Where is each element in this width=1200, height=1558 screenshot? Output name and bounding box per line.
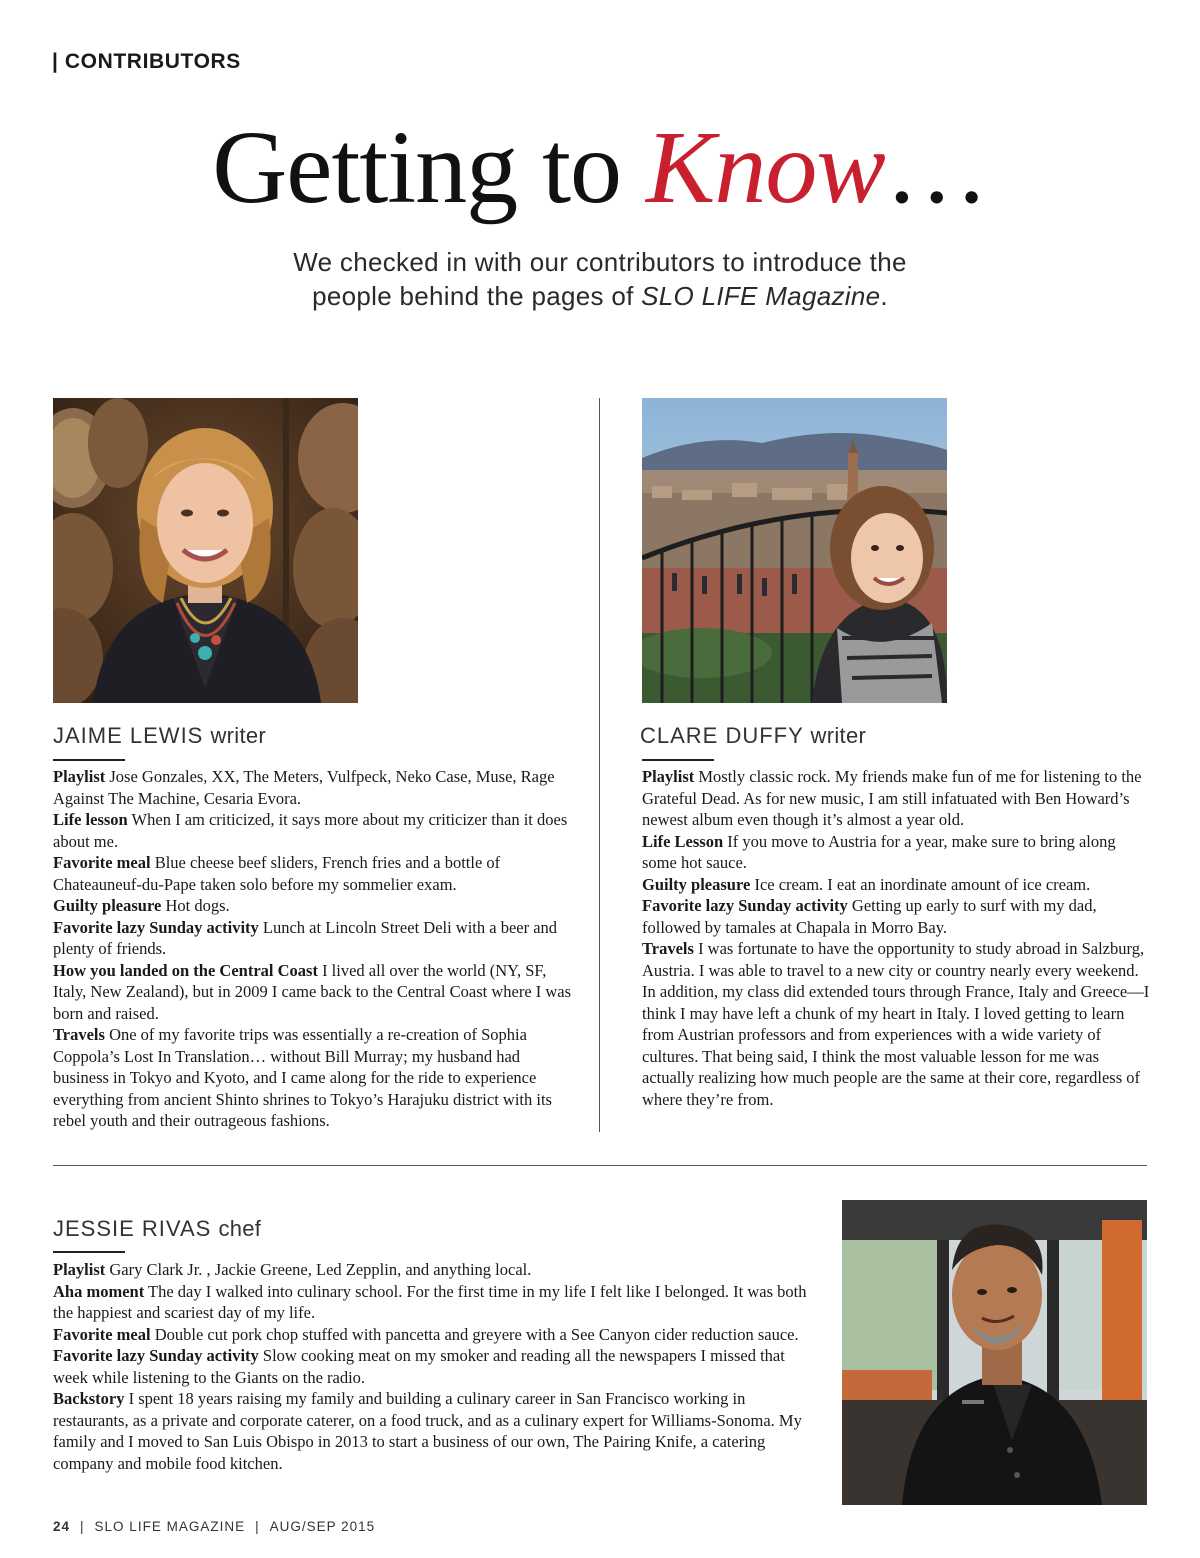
- bio-label: Guilty pleasure: [642, 874, 751, 894]
- contributor-name: JESSIE RIVAS: [53, 1216, 212, 1241]
- contributor-name: CLARE DUFFY: [640, 723, 804, 748]
- title-main: Getting to: [212, 110, 647, 225]
- bio-text: I lived all over the world (NY, SF, Italy, New Zealand), but in 2009 I came back to the Central Coast where I was born and raised.: [53, 960, 572, 1023]
- bio-label: Playlist: [53, 1260, 106, 1279]
- bio-text: Ice cream. I eat an inordinate amount of ice cream.: [754, 874, 1091, 894]
- bio-text: Lunch at Lincoln Street Deli with a beer and plenty of friends.: [53, 917, 558, 958]
- intro-line-1: We checked in with our contributors to introduce the: [293, 247, 907, 277]
- bio-text: Blue cheese beef sliders, French fries and a bottle of Chateauneuf-du-Pape taken solo before my sommelier exam.: [53, 853, 501, 894]
- bio-label: Playlist: [642, 767, 695, 786]
- bio-entry: [53, 1345, 813, 1388]
- bio-text: Getting up early to surf with my dad, followed by tamales at Chapala in Morro Bay.: [642, 896, 1097, 937]
- bio-label: Favorite meal: [53, 853, 151, 872]
- title-accent: Know: [646, 110, 885, 225]
- bio-label: Favorite lazy Sunday activity: [53, 1346, 259, 1365]
- footer-divider: |: [255, 1519, 260, 1534]
- bio-label: Playlist: [53, 767, 106, 786]
- bio-entry: [642, 938, 1152, 1110]
- bio-label: Life lesson: [53, 810, 128, 829]
- intro-suffix: .: [880, 281, 888, 311]
- contributor-bio-3: [53, 1259, 813, 1474]
- column-divider: [599, 398, 600, 1132]
- bio-text: Gary Clark Jr. , Jackie Greene, Led Zepplin, and anything local.: [109, 1260, 532, 1279]
- bio-entry: [642, 766, 1152, 831]
- bio-label: How you landed on the Central Coast: [53, 960, 318, 980]
- title-ellipsis: …: [884, 110, 988, 225]
- bio-entry: [53, 1388, 813, 1474]
- bio-entry: [53, 960, 573, 1025]
- bio-label: Guilty pleasure: [53, 896, 162, 915]
- bio-text: Mostly classic rock. My friends make fun of me for listening to the Grateful Dead. As for new music, I am still infatuated with Ben Howard’s newest album even though it’s almost a year old.: [642, 767, 1142, 829]
- clare-duffy-photo: [642, 398, 947, 703]
- bio-label: Favorite lazy Sunday activity: [53, 917, 259, 937]
- bio-label: Life Lesson: [642, 831, 724, 851]
- magazine-title: SLO LIFE MAGAZINE: [94, 1519, 246, 1534]
- section-divider: [53, 1165, 1147, 1166]
- contributor-role: writer: [810, 723, 867, 748]
- jessie-rivas-photo: [842, 1200, 1147, 1505]
- bio-text: Jose Gonzales, XX, The Meters, Vulfpeck, Neko Case, Muse, Rage Against The Machine, Cesaria Evora.: [53, 767, 555, 808]
- jaime-lewis-photo: [53, 398, 358, 703]
- bio-text: I spent 18 years raising my family and building a culinary career in San Francisco working in restaurants, as a private and corporate caterer, on a food truck, and as a culinary expert for Williams-Sonoma. My family and I moved to San Luis Obispo in 2013 to start a business of our own, The Pairing Knife, a catering company and mobile food kitchen.: [53, 1389, 802, 1473]
- name-underline: [53, 1251, 125, 1253]
- bio-entry: [53, 809, 573, 852]
- bio-text: If you move to Austria for a year, make sure to bring along some hot sauce.: [642, 831, 1116, 872]
- page-number: 24: [53, 1519, 71, 1534]
- bio-label: Travels: [53, 1025, 105, 1044]
- bio-text: I was fortunate to have the opportunity to study abroad in Salzburg, Austria. I was able to travel to a new city or country nearly every weekend. In addition, my class did extended tours through France, Italy and Greece—I think I may have left a chunk of my heart in Italy. I loved getting to learn from Austrian professors and from experiences with a wide variety of cultures. That being said, I think the most valuable lesson for me was actually realizing how much people are the same at their core, regardless of where they’re from.: [642, 939, 1150, 1109]
- bio-entry: [642, 831, 1152, 874]
- page-title: [0, 108, 1200, 228]
- bio-entry: [53, 917, 573, 960]
- bio-entry: [642, 874, 1152, 896]
- issue-date: AUG/SEP 2015: [269, 1519, 376, 1534]
- name-underline: [642, 759, 714, 761]
- magazine-name: SLO LIFE Magazine: [641, 281, 881, 311]
- contributor-name-3: [53, 1215, 261, 1243]
- bio-text: When I am criticized, it says more about my criticizer than it does about me.: [53, 810, 568, 851]
- bio-entry: [642, 895, 1152, 938]
- bio-label: Favorite lazy Sunday activity: [642, 896, 848, 915]
- bio-label: Backstory: [53, 1389, 125, 1408]
- contributor-name-2: [640, 722, 866, 750]
- bio-entry: [53, 1024, 573, 1132]
- contributor-bio-2: [642, 766, 1152, 1110]
- bio-text: One of my favorite trips was essentially a re-creation of Sophia Coppola’s Lost In Translation… without Bill Murray; my husband had business in Tokyo and Kyoto, and I came along for the ride to experience everything from ancient Shinto shrines to Tokyo’s Harajuku district with its rebel youth and their outrageous fashions.: [53, 1025, 552, 1130]
- bio-text: Slow cooking meat on my smoker and reading all the newspapers I missed that week while listening to the Giants on the radio.: [53, 1346, 785, 1387]
- contributor-bio-1: [53, 766, 573, 1132]
- bio-entry: [53, 1259, 813, 1281]
- bio-label: Favorite meal: [53, 1324, 151, 1344]
- bio-text: The day I walked into culinary school. For the first time in my life I felt like I belonged. It was both the happiest and scariest day of my life.: [53, 1281, 807, 1322]
- page-footer: [53, 1519, 375, 1534]
- contributor-role: chef: [218, 1216, 262, 1241]
- bio-label: Aha moment: [53, 1281, 145, 1301]
- contributor-role: writer: [210, 723, 267, 748]
- section-label: | CONTRIBUTORS: [52, 50, 241, 73]
- bio-label: Travels: [642, 939, 694, 958]
- contributor-name: JAIME LEWIS: [53, 723, 204, 748]
- contributor-name-1: [53, 722, 266, 750]
- intro-text: [150, 245, 1050, 313]
- intro-prefix: people behind the pages of: [312, 281, 642, 311]
- bio-entry: [53, 895, 573, 917]
- bio-entry: [53, 852, 573, 895]
- intro-line-2: [150, 279, 1050, 313]
- bio-entry: [53, 766, 573, 809]
- bio-entry: [53, 1324, 813, 1346]
- bio-text: Double cut pork chop stuffed with pancetta and greyere with a See Canyon cider reduction sauce.: [154, 1324, 799, 1344]
- name-underline: [53, 759, 125, 761]
- bio-entry: [53, 1281, 813, 1324]
- bio-text: Hot dogs.: [165, 896, 230, 915]
- footer-divider: |: [80, 1519, 85, 1534]
